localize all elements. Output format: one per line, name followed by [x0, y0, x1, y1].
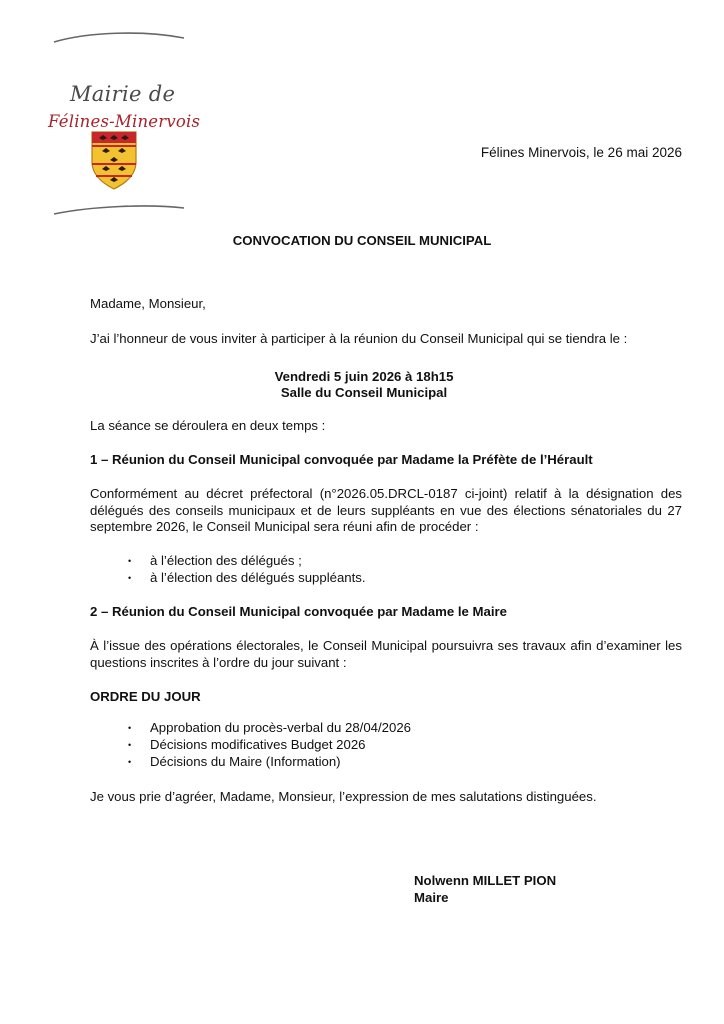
meeting-date-time: Vendredi 5 juin 2026 à 18h15	[274, 369, 454, 384]
part2-paragraph: À l’issue des opérations électorales, le Conseil Municipal poursuivra ses travaux afin d’examiner les questions inscrites à l’ordre du jour suivant :	[90, 638, 682, 670]
seance-intro: La séance se déroulera en deux temps :	[90, 418, 326, 433]
agenda-item: • Décisions du Maire (Information)	[128, 754, 411, 771]
signatory-role: Maire	[414, 890, 449, 905]
part1-heading: 1 – Réunion du Conseil Municipal convoquée par Madame la Préfète de l’Hérault	[90, 452, 593, 467]
part2-heading: 2 – Réunion du Conseil Municipal convoquée par Madame le Maire	[90, 604, 507, 619]
intro-paragraph: J’ai l’honneur de vous inviter à participer à la réunion du Conseil Municipal qui se tiendra le :	[90, 331, 628, 346]
list-item: • à l’élection des délégués suppléants.	[128, 570, 366, 587]
agenda-heading: ORDRE DU JOUR	[90, 689, 201, 704]
list-item: • à l’élection des délégués ;	[128, 553, 366, 570]
agenda-list	[128, 720, 411, 770]
coat-of-arms-icon	[92, 132, 136, 189]
closing-formula: Je vous prie d’agréer, Madame, Monsieur, l’expression de mes salutations distinguées.	[90, 789, 597, 804]
meeting-place: Salle du Conseil Municipal	[280, 385, 448, 400]
place-date: Félines Minervois, le 26 mai 2026	[480, 145, 682, 160]
town-name: Félines-Minervois	[48, 112, 201, 131]
document-title: CONVOCATION DU CONSEIL MUNICIPAL	[232, 233, 492, 248]
agenda-item: • Décisions modificatives Budget 2026	[128, 737, 411, 754]
mairie-logo	[48, 28, 201, 223]
agenda-item: • Approbation du procès-verbal du 28/04/2026	[128, 720, 411, 737]
mairie-title: Mairie de	[70, 82, 176, 106]
part1-paragraph: Conformément au décret préfectoral (n°2026.05.DRCL-0187 ci-joint) relatif à la désignation des délégués des conseils municipaux et de leurs suppléants en vue des élections sénatoriales du 27 septembre 2026, le Conseil Municipal sera réuni afin de procéder :	[90, 486, 682, 535]
salutation: Madame, Monsieur,	[90, 296, 206, 311]
signatory-name: Nolwenn MILLET PION	[414, 873, 557, 888]
part1-list	[128, 553, 366, 587]
